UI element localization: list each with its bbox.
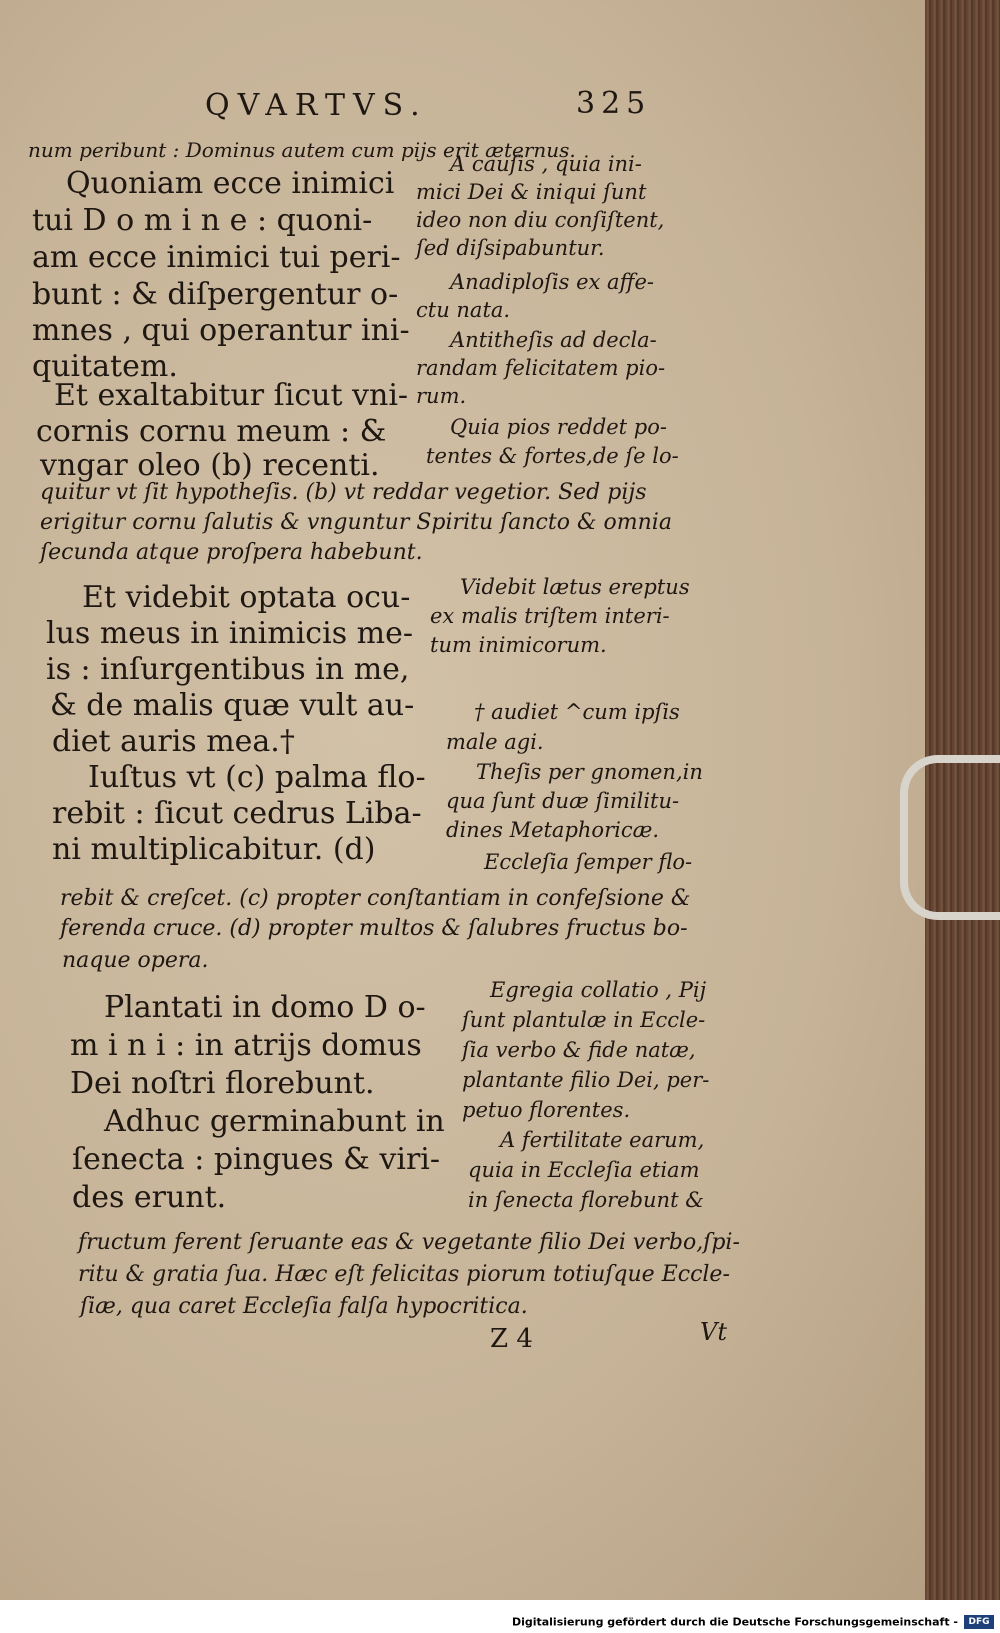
verse-line: ſenecta : pingues & viri- xyxy=(72,1142,441,1177)
commentary-line: Videbit lætus ereptus xyxy=(460,575,690,599)
commentary-line: Eccleſia ſemper flo- xyxy=(484,850,693,874)
commentary-line: ſia verbo & fide natæ, xyxy=(462,1038,696,1062)
commentary-line: randam felicitatem pio- xyxy=(416,356,666,380)
commentary-line: A cauſis , quia ini- xyxy=(450,152,642,176)
verse-line: cornis cornu meum : & xyxy=(36,414,387,449)
dfg-logo: DFG xyxy=(964,1615,994,1629)
verse-line: am ecce inimici tui peri- xyxy=(32,240,401,275)
commentary-line: male agi. xyxy=(446,730,544,754)
commentary-line: ſed diſsipabuntur. xyxy=(416,236,605,260)
verse-line: bunt : & diſpergentur o- xyxy=(32,277,399,312)
commentary-line: rum. xyxy=(416,384,467,408)
verse-line: Quoniam ecce inimici xyxy=(66,166,395,201)
catchword: Vt xyxy=(700,1318,727,1346)
wide-note-line: fructum ferent ſeruante eas & vegetante filio Dei verbo,ſpi- xyxy=(78,1230,740,1255)
verse-line: is : inſurgentibus in me, xyxy=(46,652,410,687)
commentary-line: plantante filio Dei, per- xyxy=(462,1068,710,1092)
carryover-line: num peribunt : Dominus autem cum pijs erit æternus. xyxy=(28,138,576,162)
wide-note-line: rebit & creſcet. (c) propter conſtantiam in confeſsione & xyxy=(60,886,691,911)
wide-note-line: quitur vt ſit hypotheſis. (b) vt reddar vegetior. Sed pijs xyxy=(40,480,647,505)
verse-line: m i n i : in atrijs domus xyxy=(70,1028,422,1063)
commentary-line: tentes & fortes,de ſe lo- xyxy=(426,444,679,468)
verse-line: ni multiplicabitur. (d) xyxy=(52,832,376,867)
verse-line: rebit : ſicut cedrus Liba- xyxy=(52,796,422,831)
verse-line: des erunt. xyxy=(72,1180,227,1215)
commentary-line: ex malis triſtem interi- xyxy=(430,604,670,628)
commentary-line: dines Metaphoricæ. xyxy=(446,818,659,842)
commentary-line: qua ſunt duæ ſimilitu- xyxy=(446,789,680,813)
verse-line: Iuſtus vt (c) palma flo- xyxy=(88,760,426,795)
verse-line: tui D o m i n e : quoni- xyxy=(32,203,373,238)
funding-credit: Digitalisierung gefördert durch die Deutsche Forschungsgemeinschaft - xyxy=(511,1615,958,1629)
page-clip xyxy=(900,755,1000,920)
commentary-line: in ſenecta florebunt & xyxy=(468,1188,704,1212)
running-head: QVARTVS. xyxy=(205,88,428,123)
verse-line: diet auris mea.† xyxy=(52,724,295,759)
verse-line: & de malis quæ vult au- xyxy=(50,688,415,723)
verse-line: vngar oleo (b) recenti. xyxy=(40,448,380,483)
commentary-line: Antitheſis ad decla- xyxy=(450,328,657,352)
commentary-line: ctu nata. xyxy=(416,298,511,322)
verse-line: mnes , qui operantur ini- xyxy=(32,313,410,348)
verse-line: Plantati in domo D o- xyxy=(104,990,426,1025)
commentary-line: Quia pios reddet po- xyxy=(450,415,667,439)
signature-mark: Z 4 xyxy=(490,1324,533,1354)
commentary-line: ſunt plantulæ in Eccle- xyxy=(462,1008,706,1032)
wide-note-line: ferenda cruce. (d) propter multos & ſalubres fructus bo- xyxy=(60,916,688,941)
wide-note-line: ſecunda atque proſpera habebunt. xyxy=(40,540,423,565)
verse-line: Et exaltabitur ſicut vni- xyxy=(54,378,409,413)
verse-line: lus meus in inimicis me- xyxy=(46,616,413,651)
wide-note-line: erigitur cornu ſalutis & vnguntur Spiritu ſancto & omnia xyxy=(40,510,672,535)
wide-note-line: ritu & gratia ſua. Hæc eſt felicitas piorum totiuſque Eccle- xyxy=(78,1262,730,1287)
commentary-line: A fertilitate earum, xyxy=(500,1128,705,1152)
commentary-line: petuo florentes. xyxy=(462,1098,631,1122)
page-number: 325 xyxy=(576,86,652,121)
commentary-line: tum inimicorum. xyxy=(430,633,607,657)
commentary-line: Egregia collatio , Pij xyxy=(490,978,707,1002)
verse-line: Et videbit optata ocu- xyxy=(82,580,411,615)
verse-line: quitatem. xyxy=(32,349,178,384)
commentary-line: Anadiploſis ex affe- xyxy=(450,270,654,294)
verse-line: Dei noſtri florebunt. xyxy=(70,1066,375,1101)
commentary-line: † audiet ^cum ipſis xyxy=(474,700,680,724)
wide-note-line: naque opera. xyxy=(62,948,209,973)
commentary-line: quia in Eccleſia etiam xyxy=(468,1158,700,1182)
commentary-line: Theſis per gnomen,in xyxy=(476,760,703,784)
verse-line: Adhuc germinabunt in xyxy=(104,1104,445,1139)
wide-note-line: ſiæ, qua caret Eccleſia falſa hypocritica. xyxy=(80,1294,528,1319)
commentary-line: ideo non diu conſiſtent, xyxy=(416,208,665,232)
commentary-line: mici Dei & iniqui ſunt xyxy=(416,180,647,204)
